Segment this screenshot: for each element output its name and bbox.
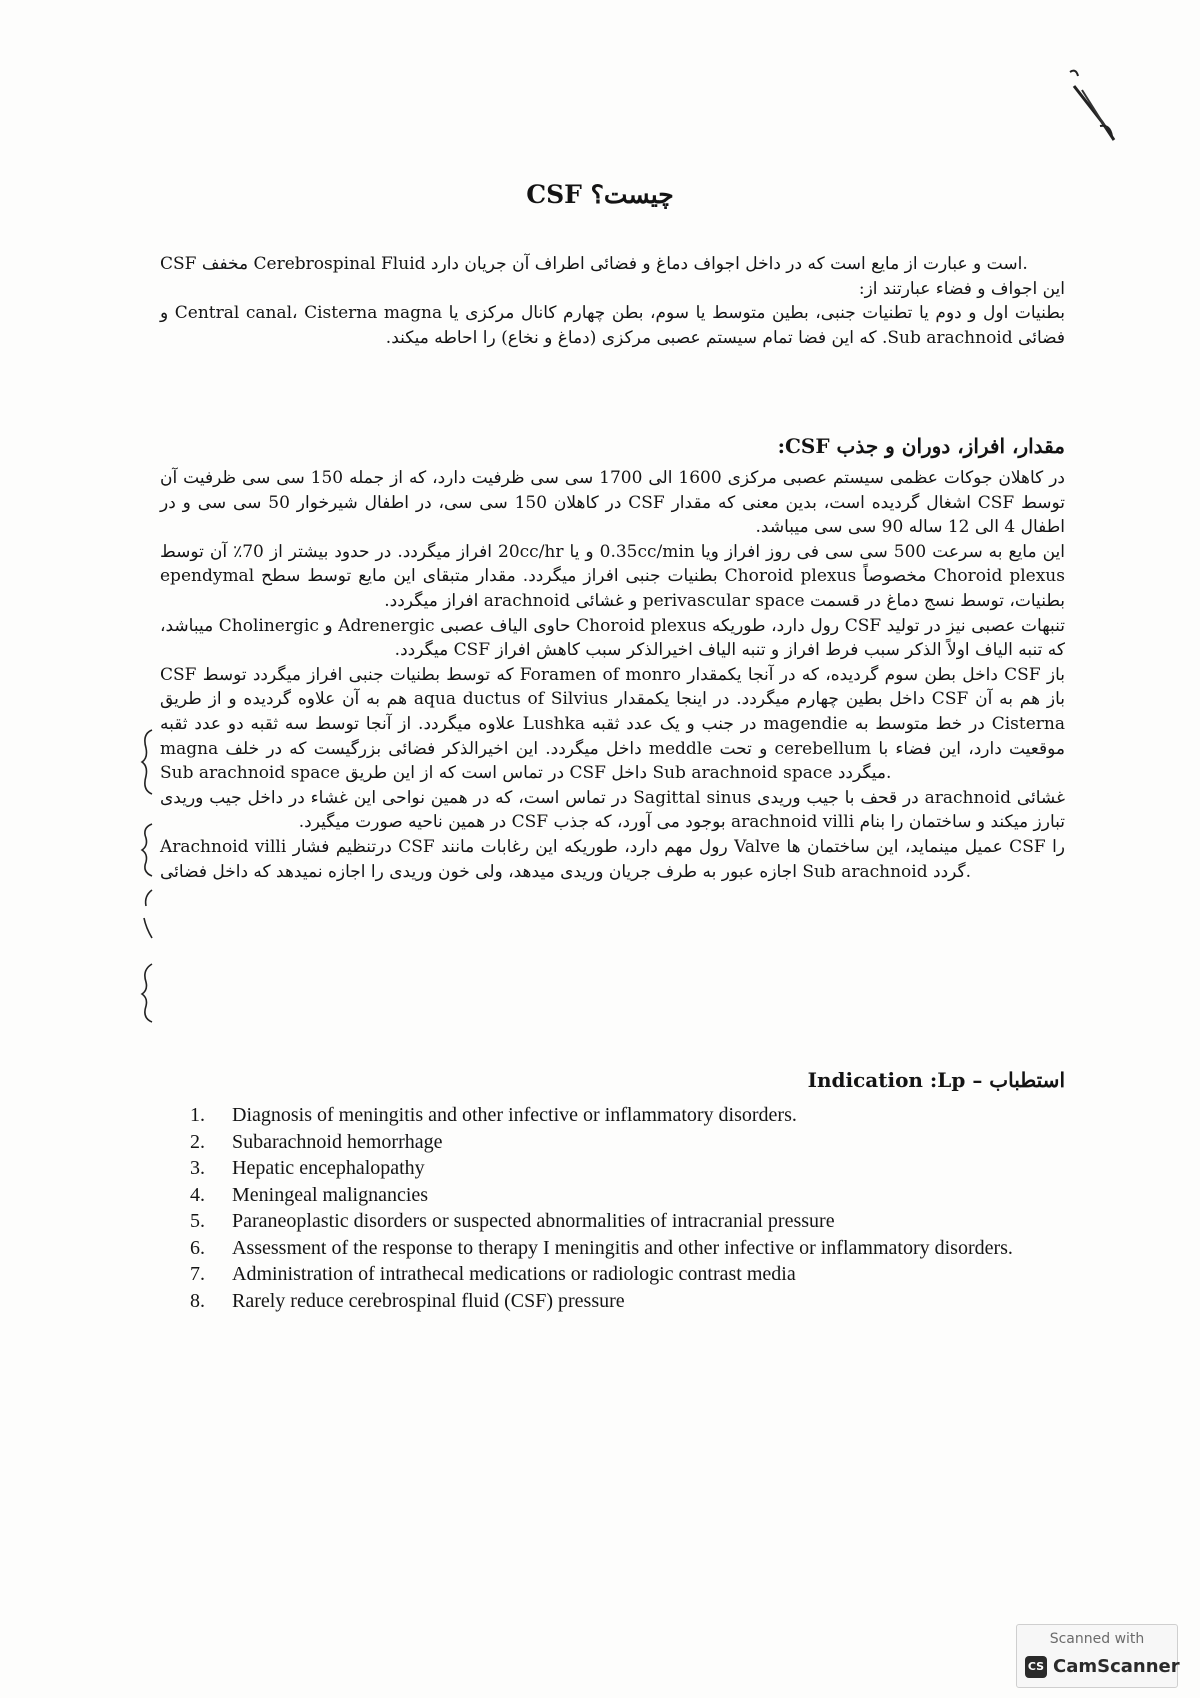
list-item [190,1155,1080,1182]
list-item-number: 7. [190,1263,205,1285]
camscanner-logo-icon: CS [1025,1656,1047,1678]
list-item-text: Rarely reduce cerebrospinal fluid (CSF) pressure [232,1289,625,1312]
list-item [190,1129,1080,1156]
list-item [190,1288,1080,1315]
list-item-text: Hepatic encephalopathy [232,1157,425,1179]
list-item-number: 5. [190,1210,205,1232]
list-item-number: 4. [190,1183,205,1206]
page-title: CSF چیست؟ [526,180,674,209]
list-item [190,1261,1080,1288]
indication-heading: استطباب – Indication :Lp [807,1068,1065,1092]
intro-paragraph: این اجواف و فضاء عبارتند از: [858,278,1065,299]
list-item-number: 2. [190,1130,205,1153]
list-item-text: Meningeal malignancies [232,1183,429,1206]
section-paragraph: این مایع به سرعت 500 سی سی فی روز افراز ویا 0.35cc/min و یا 20cc/hr افراز میگردد. در حدود بیشتر از 70٪ آن توسط Choroid plexus مخصوصاً Choroid plexus بطنیات جنبی افراز میگردد. مقدار متبقای این مایع توسط سطح ependymal بطنیات، توسط نسج دماغ در قسمت perivascular space و غشائی arachnoid افراز میگردد. [160,541,1065,611]
intro-paragraph: بطنیات اول و دوم یا تطنیات جنبی، بطین متوسط یا سوم، بطن چهارم کانال مرکزی یا Central canal، Cisterna magna و فضائی Sub arachnoid. که این فضا تمام سیستم عصبی مرکزی (دماغ و نخاع) را احاطه میکند. [160,303,1065,348]
badge-brand-name: CamScanner [1053,1656,1180,1677]
intro-block [160,252,1065,350]
handwritten-brace-mark [140,728,154,796]
section-paragraph: Arachnoid villi درتنظیم فشار CSF رول مهم دارد، طوریکه این رغابات مانند Valve عمیل مینماید، این ساختمان ها CSF را اجازه عبور به طرف جریان وریدی میدهد، ولی خون وریدی را اجازه نمیدهد که داخل فضائی Sub arachnoid گردد. [160,836,1065,882]
list-item [190,1102,1080,1129]
list-item-text: Paraneoplastic disorders or suspected abnormalities of intracranial pressure [232,1210,835,1232]
list-item-text: Assessment of the response to therapy I meningitis and other infective or inflammatory disorders. [232,1236,1013,1259]
list-item-number: 6. [190,1236,205,1259]
handwritten-brace-mark [140,888,154,942]
list-item-text: Subarachnoid hemorrhage [232,1130,443,1153]
section-body [160,466,1065,884]
handwritten-page-mark [1062,66,1122,146]
list-item [190,1182,1080,1209]
list-item [190,1235,1080,1262]
intro-paragraph: CSF مخفف Cerebrospinal Fluid است و عبارت از مایع است که در داخل اجواف دماغ و فضائی اطراف آن جریان دارد. [160,254,1028,274]
list-item-number: 3. [190,1157,205,1179]
section-paragraph: در کاهلان جوکات عظمی سیستم عصبی مرکزی 1600 الی 1700 سی سی ظرفیت دارد، که از جمله 150 سی سی ظرفیت آن توسط CSF اشغال گردیده است، بدین معنی که مقدار CSF در کاهلان 150 سی سی، در اطفال شیرخوار 50 سی سی و در اطفال 4 الی 12 ساله 90 سی سی میباشد. [160,468,1065,538]
camscanner-badge [1016,1624,1178,1688]
handwritten-brace-mark [140,822,154,878]
list-item-number: 8. [190,1289,205,1312]
badge-caption: Scanned with [1049,1631,1145,1647]
section-paragraph: CSF که توسط بطنیات جنبی افراز میگردد توسط Foramen of monro داخل بطن سوم گردیده، که در آنجا یکمقدار CSF باز هم به آن علاوه گردیده و از طریق aqua ductus of Silvius داخل بطین چهارم میگردد. در اینجا یکمقدار CSF باز هم به آن علاوه میگردد. از آنجا توسط سه ثقبه دو عدد ثقبه Lushka در جنب و یک عدد ثقبه magendie در خط متوسط به Cisterna magna داخل میگردد. این اخیرالذکر فضائی بزرگیست که در خلف meddle و تحت cerebellum موقعیت دارد، این فضاء با Sub arachnoid space در تماس است که از این طریق CSF داخل Sub arachnoid space میگردد. [160,664,1066,784]
list-item [190,1208,1080,1235]
list-item-number: 1. [190,1104,205,1126]
section-heading: مقدار، افراز، دوران و جذب CSF: [777,434,1065,458]
indication-list [190,1102,1080,1314]
section-paragraph: غشائی arachnoid در قحف با جیب وریدی Sagittal sinus در تماس است، که در همین نواحی این غشاء در داخل جیب وریدی تبارز میکند و ساختمان را بنام arachnoid villi بوجود می آورد، که جذب CSF در همین ناحیه صورت میگیرد. [160,787,1065,833]
section-paragraph: تنبهات عصبی نیز در تولید CSF رول دارد، طوریکه Choroid plexus حاوی الیاف عصبی Adrenergic و Cholinergic میباشد، که تنبه الیاف اولاً الذکر سبب فرط افراز و تنبه الیاف اخیرالذکر سبب کاهش افراز CSF میگردد. [160,615,1066,661]
list-item-text: Administration of intrathecal medications or radiologic contrast media [232,1263,796,1285]
handwritten-brace-mark [140,962,154,1024]
list-item-text: Diagnosis of meningitis and other infective or inflammatory disorders. [232,1104,797,1126]
